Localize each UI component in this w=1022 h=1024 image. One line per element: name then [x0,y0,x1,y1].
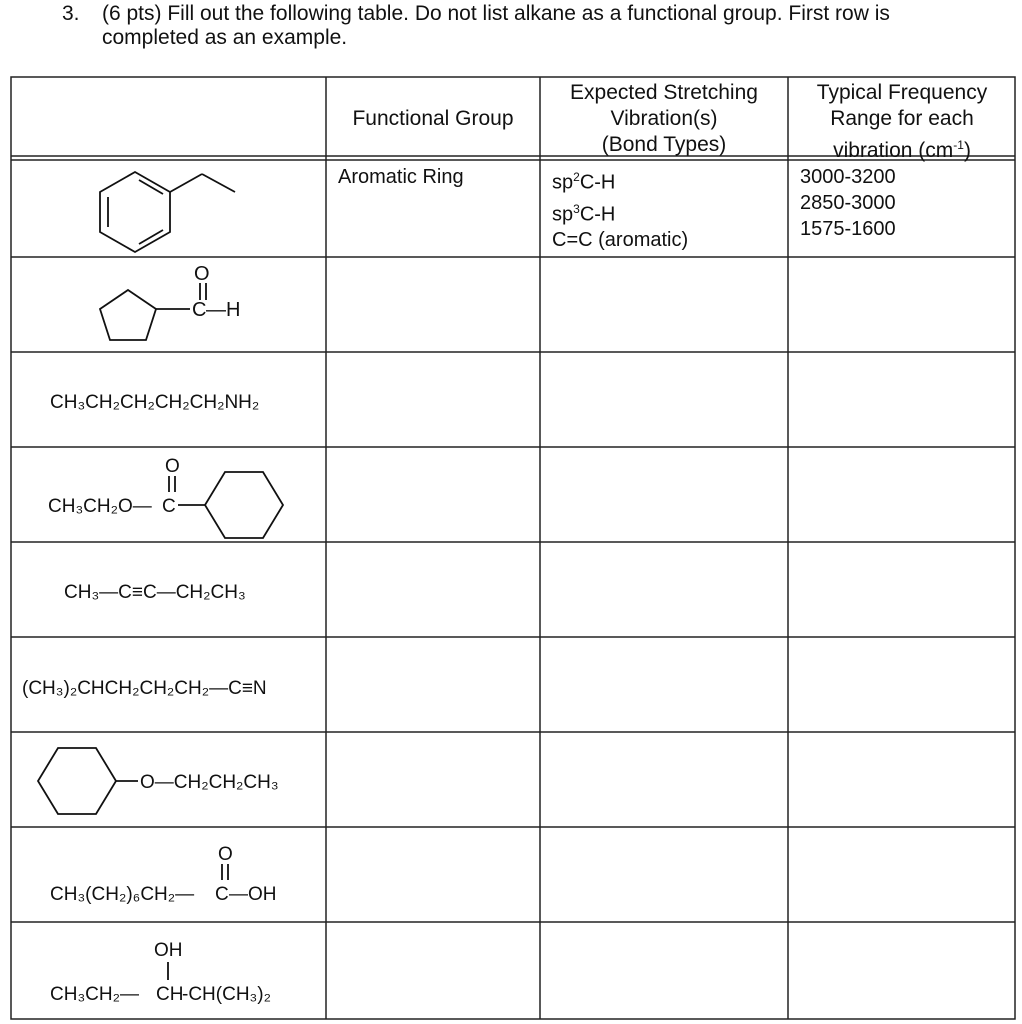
structure-alcohol [40,928,320,1018]
structure-cyclohexyl-ether [34,736,320,826]
question-line-1: (6 pts) Fill out the following table. Do not list alkane as a functional group. First row is [102,2,890,25]
answer-row-2-functional-group[interactable] [328,259,538,350]
question-line-2: completed as an example. [102,26,348,49]
header-functional-group: Functional Group [352,107,514,130]
structure-ethylbenzene [90,164,260,254]
acid-carbon-label: C [215,884,229,905]
ir-table [10,76,1016,1020]
example-bond-types: $sp^2C-H$ $sp^3C-H$ C=C (aromatic) [552,170,689,252]
acid-oxygen-label: O [218,844,233,865]
structure-pentylamine [40,376,310,426]
aldehyde-oxygen-label: O [194,263,210,285]
ester-oxygen-label: O [165,456,180,477]
example-frequency-ranges: 3000-3200 2850-3000 1575-1600 [800,166,896,240]
structure-ethyl-ester [40,450,320,542]
ether-chain-label: O—CH₂CH₂CH₃ [140,772,279,793]
question-number: 3. [62,2,80,25]
structure-nitrile [12,662,324,712]
ester-ethoxy-label: CH₃CH₂O— [48,496,152,517]
alcohol-ch-label: CH [156,984,184,1005]
aldehyde-hydrogen-label: —H [206,299,241,321]
answer-row-2-frequency[interactable] [790,259,1014,350]
structure-pentyne [40,566,310,616]
ester-carbon-label: C [162,496,176,517]
alcohol-hydroxyl-label: OH [154,940,183,961]
acid-hydroxyl-label: —OH [229,884,277,905]
alcohol-isopropyl-label: -CH(CH₃)₂ [182,984,271,1005]
example-functional-group: Aromatic Ring [338,166,464,188]
nitrile-formula: (CH₃)₂CHCH₂CH₂CH₂—C≡N [22,678,267,699]
structure-carboxylic-acid [40,832,320,922]
structure-cyclopentane-aldehyde [90,262,290,352]
question-text [102,2,1012,50]
answer-row-2-bond-types[interactable] [542,259,786,350]
alkyne-formula: CH₃—C≡C—CH₂CH₃ [64,582,246,603]
aldehyde-carbon-label: C [192,299,207,321]
alcohol-ethyl-label: CH₃CH₂— [50,984,139,1005]
acid-chain-label: CH₃(CH₂)₆CH₂— [50,884,195,905]
amine-formula: CH₃CH₂CH₂CH₂CH₂NH₂ [50,392,260,413]
header-typical-frequency: Typical Frequency Range for each vibration $(cm^{-1})$ [816,81,988,162]
header-stretching-vibration: Expected Stretching Vibration(s) (Bond Types) [570,81,758,156]
